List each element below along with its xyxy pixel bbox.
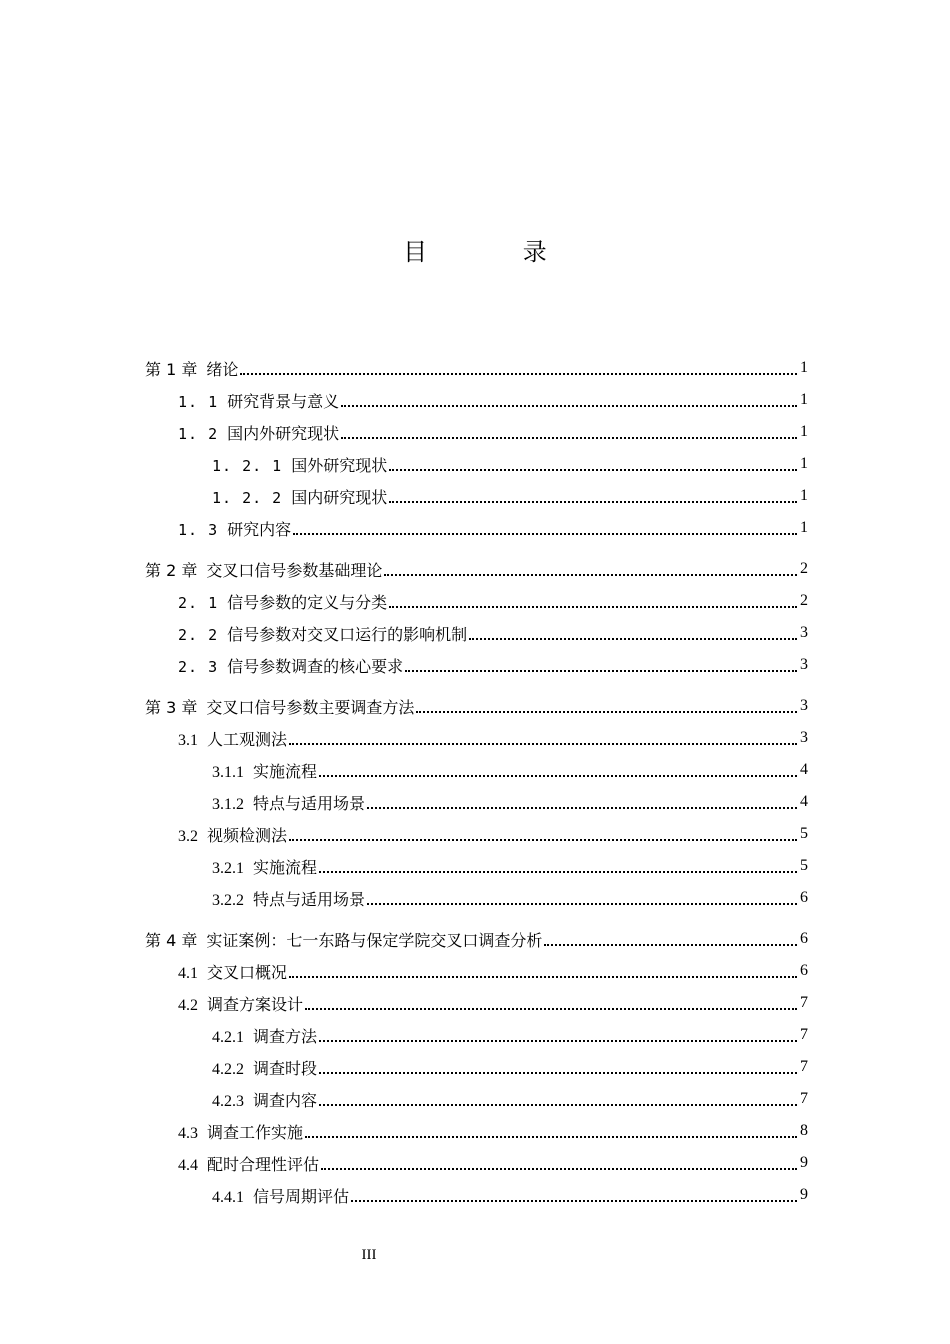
toc-entry-chapter-1[interactable] <box>145 352 808 384</box>
toc-entry-label <box>212 1184 349 1207</box>
toc-entry-1-2-1[interactable] <box>145 448 808 480</box>
toc-entry-page: 1 <box>800 487 808 504</box>
toc-leader-dots <box>384 558 797 576</box>
toc-entry-label <box>178 622 467 645</box>
toc-entry-2-1[interactable] <box>145 585 808 617</box>
toc-entry-text: 调查内容 <box>253 1090 318 1110</box>
toc-entry-text: 配时合理性评估 <box>207 1154 320 1174</box>
toc-entry-label <box>145 695 414 718</box>
toc-entry-text: 绪论 <box>206 359 239 379</box>
table-of-contents <box>145 352 808 1211</box>
toc-entry-number: 3.1 <box>178 731 198 749</box>
toc-entry-page: 1 <box>800 391 808 408</box>
toc-entry-label <box>178 421 339 444</box>
toc-entry-page: 7 <box>800 1058 808 1075</box>
toc-entry-number: 4.1 <box>178 964 198 982</box>
toc-entry-page: 4 <box>800 793 808 810</box>
toc-leader-dots <box>319 1088 797 1106</box>
toc-leader-dots <box>289 823 797 841</box>
toc-entry-number: 1. 3 <box>178 520 219 539</box>
toc-leader-dots <box>319 855 797 873</box>
toc-entry-4-2-2[interactable] <box>145 1051 808 1083</box>
toc-entry-text: 信号周期评估 <box>253 1186 350 1206</box>
toc-entry-3-1-2[interactable] <box>145 786 808 818</box>
toc-leader-dots <box>367 887 797 905</box>
toc-entry-label <box>145 928 542 951</box>
toc-entry-label <box>212 1088 317 1111</box>
toc-entry-page: 3 <box>800 697 808 714</box>
toc-entry-number: 1. 2 <box>178 424 219 443</box>
toc-entry-2-2[interactable] <box>145 617 808 649</box>
toc-entry-label <box>212 1056 317 1079</box>
toc-leader-dots <box>240 357 797 375</box>
toc-entry-label <box>212 887 365 910</box>
toc-entry-page: 9 <box>800 1186 808 1203</box>
toc-entry-number: 第 1 章 <box>145 359 198 379</box>
toc-entry-text: 调查方案设计 <box>207 994 304 1014</box>
toc-leader-dots <box>367 791 797 809</box>
toc-entry-page: 1 <box>800 455 808 472</box>
toc-entry-number: 3.1.2 <box>212 795 244 813</box>
toc-entry-page: 7 <box>800 1090 808 1107</box>
toc-leader-dots <box>305 1120 797 1138</box>
toc-entry-label <box>212 1024 317 1047</box>
toc-entry-number: 3.2.2 <box>212 891 244 909</box>
toc-entry-page: 5 <box>800 825 808 842</box>
toc-entry-number: 4.2.2 <box>212 1060 244 1078</box>
toc-leader-dots <box>321 1152 797 1170</box>
toc-entry-text: 研究内容 <box>227 519 292 539</box>
toc-leader-dots <box>389 590 797 608</box>
toc-entry-1-2-2[interactable] <box>145 480 808 512</box>
toc-entry-label <box>212 759 317 782</box>
toc-entry-text: 信号参数调查的核心要求 <box>227 656 404 676</box>
toc-entry-page: 7 <box>800 994 808 1011</box>
toc-entry-page: 1 <box>800 519 808 536</box>
toc-entry-text: 交叉口信号参数主要调查方法 <box>206 697 415 717</box>
toc-entry-3-2-1[interactable] <box>145 850 808 882</box>
toc-entry-number: 1. 1 <box>178 392 219 411</box>
toc-entry-text: 国内外研究现状 <box>227 423 340 443</box>
toc-entry-text: 国外研究现状 <box>291 455 388 475</box>
toc-entry-page: 6 <box>800 889 808 906</box>
toc-entry-number: 4.3 <box>178 1124 198 1142</box>
toc-leader-dots <box>305 992 797 1010</box>
toc-entry-text: 信号参数对交叉口运行的影响机制 <box>227 624 468 644</box>
toc-entry-number: 第 4 章 <box>145 930 198 950</box>
toc-entry-3-1-1[interactable] <box>145 754 808 786</box>
toc-leader-dots <box>289 727 797 745</box>
toc-entry-page: 2 <box>800 560 808 577</box>
toc-entry-text: 调查工作实施 <box>207 1122 304 1142</box>
toc-leader-dots <box>405 654 797 672</box>
toc-entry-4-4[interactable] <box>145 1147 808 1179</box>
toc-leader-dots <box>319 759 797 777</box>
toc-leader-dots <box>289 960 797 978</box>
toc-entry-1-2[interactable] <box>145 416 808 448</box>
toc-entry-4-3[interactable] <box>145 1115 808 1147</box>
page-number-footer: III <box>361 1247 377 1263</box>
toc-entry-label <box>212 855 317 878</box>
toc-entry-page: 3 <box>800 729 808 746</box>
toc-entry-4-2-1[interactable] <box>145 1019 808 1051</box>
toc-leader-dots <box>341 389 797 407</box>
toc-entry-page: 3 <box>800 656 808 673</box>
toc-entry-page: 6 <box>800 930 808 947</box>
toc-entry-label <box>178 590 387 613</box>
toc-entry-label <box>178 1120 303 1143</box>
toc-entry-text: 视频检测法 <box>207 825 288 845</box>
toc-leader-dots <box>469 622 797 640</box>
toc-entry-label <box>178 1152 319 1175</box>
toc-entry-text: 交叉口概况 <box>207 962 288 982</box>
toc-entry-page: 4 <box>800 761 808 778</box>
toc-entry-page: 9 <box>800 1154 808 1171</box>
toc-entry-label <box>212 453 387 476</box>
toc-entry-4-2-3[interactable] <box>145 1083 808 1115</box>
toc-entry-number: 3.2.1 <box>212 859 244 877</box>
toc-entry-number: 4.2.1 <box>212 1028 244 1046</box>
toc-entry-number: 1. 2. 2 <box>212 488 283 507</box>
toc-entry-text: 调查方法 <box>253 1026 318 1046</box>
toc-leader-dots <box>293 517 797 535</box>
toc-leader-dots <box>544 928 797 946</box>
toc-entry-label <box>178 654 403 677</box>
toc-entry-text: 特点与适用场景 <box>253 793 366 813</box>
toc-leader-dots <box>389 453 797 471</box>
toc-entry-text: 调查时段 <box>253 1058 318 1078</box>
toc-entry-text: 研究背景与意义 <box>227 391 340 411</box>
toc-entry-label <box>178 823 287 846</box>
toc-entry-label <box>178 389 339 412</box>
toc-entry-1-3[interactable] <box>145 512 808 544</box>
toc-entry-number: 2. 2 <box>178 625 219 644</box>
toc-entry-number: 3.1.1 <box>212 763 244 781</box>
toc-entry-number: 2. 1 <box>178 593 219 612</box>
toc-entry-label <box>178 992 303 1015</box>
toc-leader-dots <box>319 1024 797 1042</box>
toc-entry-text: 信号参数的定义与分类 <box>227 592 388 612</box>
toc-entry-number: 4.2.3 <box>212 1092 244 1110</box>
toc-leader-dots <box>341 421 797 439</box>
toc-entry-number: 4.2 <box>178 996 198 1014</box>
toc-entry-chapter-2[interactable] <box>145 553 808 585</box>
toc-leader-dots <box>351 1184 797 1202</box>
toc-entry-number: 1. 2. 1 <box>212 456 283 475</box>
toc-entry-page: 2 <box>800 592 808 609</box>
toc-entry-3-2-2[interactable] <box>145 882 808 914</box>
toc-entry-label <box>178 727 287 750</box>
toc-entry-4-4-1[interactable] <box>145 1179 808 1211</box>
toc-entry-text: 交叉口信号参数基础理论 <box>206 560 383 580</box>
toc-entry-number: 3.2 <box>178 827 198 845</box>
toc-entry-label <box>145 558 382 581</box>
toc-entry-page: 6 <box>800 962 808 979</box>
toc-entry-3-2[interactable] <box>145 818 808 850</box>
toc-entry-page: 7 <box>800 1026 808 1043</box>
toc-entry-page: 1 <box>800 423 808 440</box>
toc-entry-1-1[interactable] <box>145 384 808 416</box>
toc-entry-text: 实证案例：七一东路与保定学院交叉口调查分析 <box>206 930 543 950</box>
toc-leader-dots <box>389 485 797 503</box>
toc-title: 目 录 <box>403 238 591 266</box>
toc-entry-text: 特点与适用场景 <box>253 889 366 909</box>
toc-entry-text: 实施流程 <box>253 761 318 781</box>
toc-entry-page: 3 <box>800 624 808 641</box>
toc-entry-number: 第 3 章 <box>145 697 198 717</box>
toc-entry-4-1[interactable] <box>145 955 808 987</box>
toc-leader-dots <box>416 695 797 713</box>
toc-entry-text: 实施流程 <box>253 857 318 877</box>
toc-entry-2-3[interactable] <box>145 649 808 681</box>
toc-entry-number: 第 2 章 <box>145 560 198 580</box>
toc-entry-number: 4.4 <box>178 1156 198 1174</box>
toc-leader-dots <box>319 1056 797 1074</box>
toc-entry-text: 人工观测法 <box>207 729 288 749</box>
toc-entry-label <box>145 357 238 380</box>
toc-entry-text: 国内研究现状 <box>291 487 388 507</box>
toc-entry-page: 8 <box>800 1122 808 1139</box>
toc-entry-4-2[interactable] <box>145 987 808 1019</box>
toc-entry-chapter-3[interactable] <box>145 690 808 722</box>
toc-entry-page: 5 <box>800 857 808 874</box>
toc-entry-label <box>212 485 387 508</box>
toc-entry-number: 2. 3 <box>178 657 219 676</box>
toc-entry-page: 1 <box>800 359 808 376</box>
toc-entry-label <box>178 517 291 540</box>
toc-entry-number: 4.4.1 <box>212 1188 244 1206</box>
toc-entry-label <box>178 960 287 983</box>
toc-entry-3-1[interactable] <box>145 722 808 754</box>
toc-entry-label <box>212 791 365 814</box>
toc-entry-chapter-4[interactable] <box>145 923 808 955</box>
